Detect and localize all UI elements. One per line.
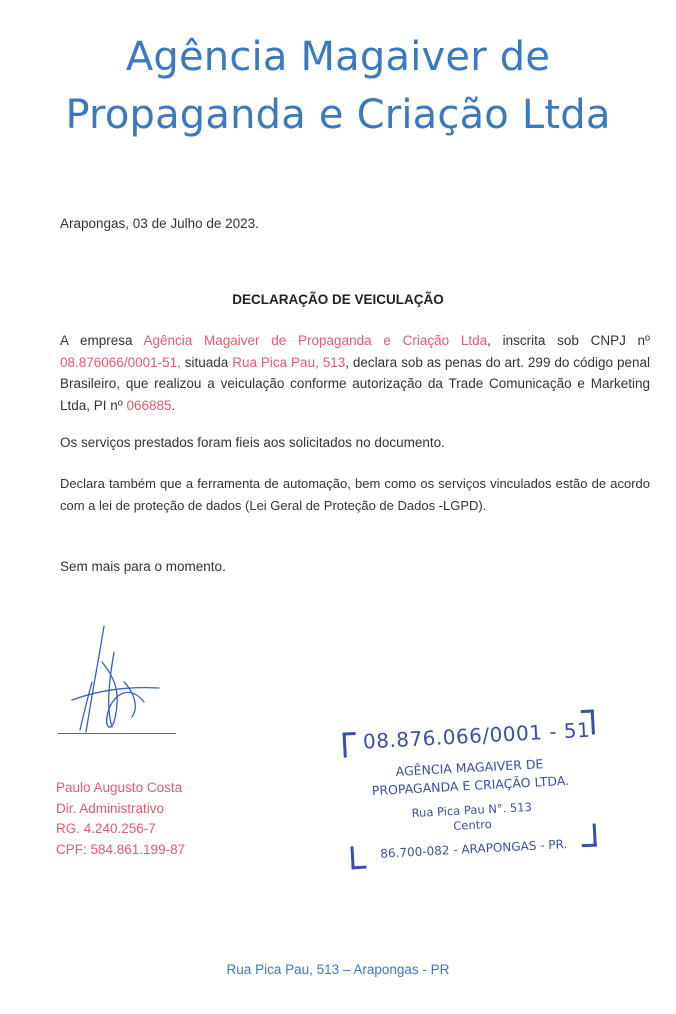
stamp-corner-bracket [343,732,357,758]
paragraph-text: , declara sob as penas do art. 299 do código penal Brasileiro, que realizou a veiculação conforme autorização da Trade Comunicação e Marketing Ltda, PI nº [60,354,650,413]
pi-number-highlight: 066885 [126,397,172,413]
services-paragraph: Os serviços prestados foram fieis aos solicitados no documento. [60,435,445,450]
paragraph-text: A empresa [60,333,144,348]
signatory-role: Dir. Administrativo [56,800,165,816]
signatory-rg: RG. 4.240.256-7 [56,821,156,836]
letterhead-line-2: Propaganda e Criação Ltda [65,92,611,138]
paragraph-text: . [171,397,176,413]
stamp-cnpj: 08.876.066/0001 - 51 [362,717,591,754]
cnpj-highlight: 08.876066/0001-51, [60,354,181,370]
company-stamp [332,705,610,887]
letterhead-title [0,28,676,144]
stamp-company-line-1: AGÊNCIA MAGAIVER DE [395,756,544,779]
declaration-paragraph [60,330,650,416]
paragraph-text: , inscrita sob CNPJ nº [487,333,650,348]
handwritten-signature [64,622,174,742]
stamp-cep-city: 86.700-082 - ARAPONGAS - PR. [379,837,568,861]
company-name-highlight: Agência Magaiver de Propaganda e Criação Ltda [143,333,488,348]
stamp-address: Rua Pica Pau N°. 513 [411,799,533,821]
stamp-company-line-2: PROPAGANDA E CRIAÇÃO LTDA. [371,772,570,799]
document-date: Arapongas, 03 de Julho de 2023. [60,216,259,231]
letterhead-line-1: Agência Magaiver de [125,34,551,80]
signatory-block [56,778,185,860]
document-title: DECLARAÇÃO DE VEICULAÇÃO [232,292,444,307]
paragraph-text: situada [180,354,233,370]
lgpd-paragraph: Declara também que a ferramenta de automação, bem como os serviços vinculados estão de acordo com a lei de proteção de dados (Lei Geral de Proteção de Dados -LGPD). [60,476,650,513]
footer-address: Rua Pica Pau, 513 – Arapongas - PR [226,962,450,977]
signatory-cpf: CPF: 584.861.199-87 [56,841,186,857]
address-highlight: Rua Pica Pau, 513 [232,354,346,370]
signature-line [58,733,176,734]
closing-text: Sem mais para o momento. [60,559,226,574]
stamp-district: Centro [452,816,493,833]
signatory-name: Paulo Augusto Costa [56,780,183,795]
